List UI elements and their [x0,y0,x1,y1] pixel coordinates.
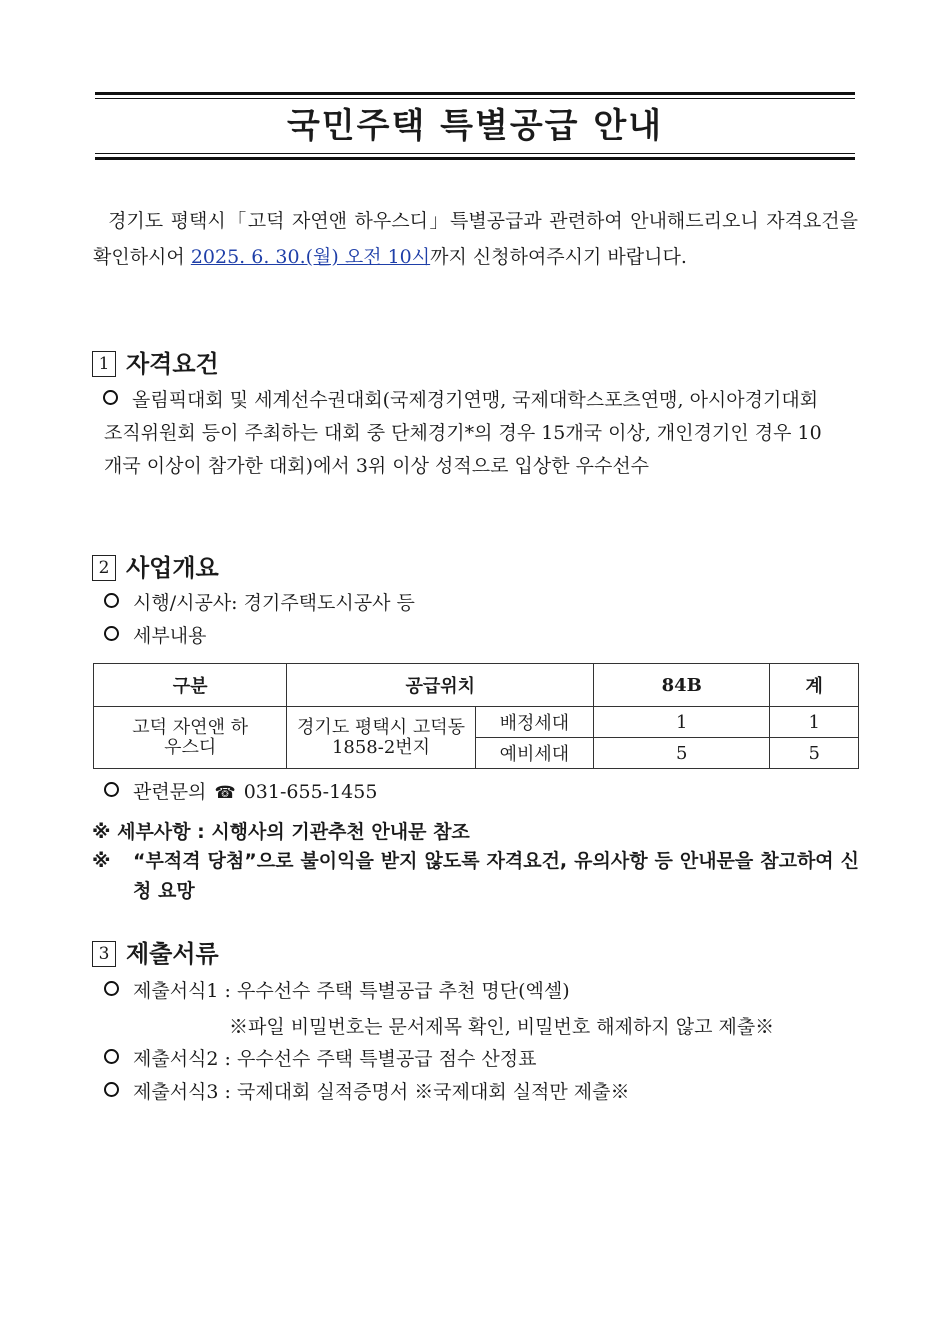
section-3-title: 제출서류 [126,940,219,968]
type-cell: 배정세대 [475,707,593,738]
note-warning-mark: ※ [92,850,111,872]
list-item [104,1076,630,1109]
intro-paragraph [93,203,858,275]
project-name-cell: 고덕 자연앤 하우스디 [94,707,287,769]
contact-line [104,776,377,810]
section-1-text [104,384,829,483]
contact-label: 관련문의 [133,781,207,803]
title-rule-bottom [95,157,855,160]
location-cell: 경기도 평택시 고덕동 1858-2번지 [287,707,475,769]
note-warning: “부적격 당첨”으로 불이익을 받지 않도록 자격요건, 유의사항 등 안내문을 참고하여 신청 요망 [133,850,859,902]
header-total: 계 [770,664,859,707]
table-row [94,707,859,738]
deadline-text: 2025. 6. 30.(월) 오전 10시 [190,246,431,268]
section-1-header [92,348,219,380]
form-3-text: 제출서식3 : 국제대회 실적증명서 ※국제대회 실적만 제출※ [133,1081,630,1103]
title-rule-top [95,92,855,95]
circle-bullet-icon [104,1049,119,1064]
section-3-header [92,938,219,970]
total-cell: 5 [770,738,859,769]
circle-bullet-icon [104,1082,119,1097]
intro-text-2: 까지 신청하여주시기 바랍니다. [430,246,687,268]
header-location: 공급위치 [287,664,594,707]
circle-bullet-icon [103,390,118,405]
phone-number[interactable]: 031-655-1455 [243,781,378,803]
list-item [104,1043,536,1076]
section-1-title: 자격요건 [126,350,219,378]
intro-text-1: 경기도 평택시「고덕 자연앤 하우스디」특별공급과 관련하여 안내해드리오니 자격요건을 확인하시어 [93,210,858,268]
table-header-row [94,664,859,707]
title-rule-top-thin [95,98,855,99]
list-item [104,620,206,653]
section-2-number: 2 [92,555,116,581]
title-rule-bottom-thin [95,153,855,154]
circle-bullet-icon [104,593,119,608]
header-84b: 84B [594,664,770,707]
section-2-header [92,552,219,584]
phone-icon: ☎ [214,783,236,803]
units-cell: 1 [594,707,770,738]
details-label: 세부내용 [133,625,207,647]
form-2-text: 제출서식2 : 우수선수 주택 특별공급 점수 산정표 [133,1048,537,1070]
note-details: ※ 세부사항 : 시행사의 기관추천 안내문 참조 [92,821,470,843]
total-cell: 1 [770,707,859,738]
section-2-title: 사업개요 [126,554,219,582]
eligibility-text: 올림픽대회 및 세계선수권대회(국제경기연맹, 국제대학스포츠연맹, 아시아경기대회조직위원회 등이 주최하는 대회 중 단체경기*의 경우 15개국 이상, 개인경기인 경우 10개국 이상이 참가한 대회)에서 3위 이상 성적으로 입상한 우수선수 [104,389,822,477]
circle-bullet-icon [104,981,119,996]
form-1-text: 제출서식1 : 우수선수 주택 특별공급 추천 명단(엑셀) [133,980,570,1002]
page-title: 국민주택 특별공급 안내 [286,106,664,146]
circle-bullet-icon [104,782,119,797]
circle-bullet-icon [104,626,119,641]
list-item [104,587,415,620]
supply-table [93,663,859,769]
type-cell: 예비세대 [475,738,593,769]
header-category: 구분 [94,664,287,707]
list-item [104,975,570,1008]
section-1-number: 1 [92,351,116,377]
form-1-note: ※파일 비밀번호는 문서제목 확인, 비밀번호 해제하지 않고 제출※ [229,1016,775,1038]
developer-text: 시행/시공사: 경기주택도시공사 등 [133,592,415,614]
section-3-number: 3 [92,941,116,967]
units-cell: 5 [594,738,770,769]
